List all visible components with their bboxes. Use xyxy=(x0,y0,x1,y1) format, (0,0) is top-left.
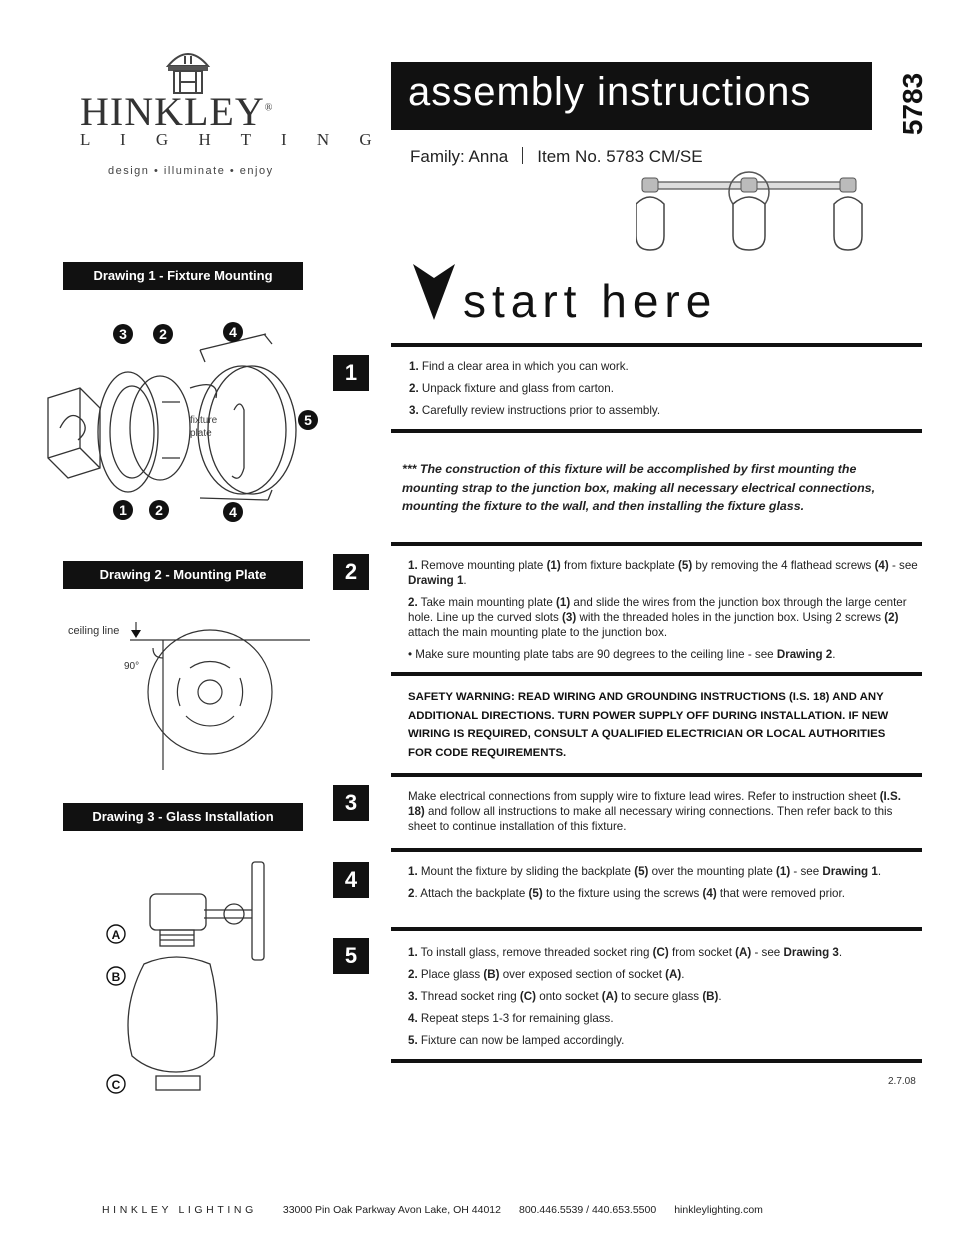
fixture-plate-label-2: plate xyxy=(190,428,212,439)
logo-tagline: design • illuminate • enjoy xyxy=(108,165,274,177)
logo-subtitle: L I G H T I N G xyxy=(80,130,385,149)
footer xyxy=(102,1204,763,1216)
step-5-text: 1. To install glass, remove threaded socket ring (C) from socket (A) - see Drawing 3. 2. Place glass (B) over exposed section of socket (A). 3. Thread socket ring (C) onto socket (A) to secure glass (B). 4. Repeat steps 1-3 for remaining glass. 5. Fixture can now be lamped accordingly. xyxy=(408,946,843,1047)
svg-text:5: 5 xyxy=(304,412,312,428)
revision-date: 2.7.08 xyxy=(888,1076,916,1087)
divider xyxy=(391,672,922,676)
safety-warning: SAFETY WARNING: READ WIRING AND GROUNDING INSTRUCTIONS (I.S. 18) AND ANY ADDITIONAL DIRECTIONS. TURN POWER SUPPLY OFF DURING INSTALLATION. IF NEW WIRING IS REQUIRED, CONSULT A QUALIFIED ELECTRICIAN OR LOCAL AUTHORITIES FOR CODE REQUIREMENTS. xyxy=(408,691,889,759)
svg-text:C: C xyxy=(111,1078,121,1092)
drawing-3-glass-installation xyxy=(104,860,274,1100)
step-3-number: 3 xyxy=(333,785,369,821)
drawing-2-label: Drawing 2 - Mounting Plate xyxy=(63,561,303,589)
footer-brand: HINKLEY LIGHTING xyxy=(102,1204,257,1216)
divider xyxy=(391,773,922,777)
step-1-number: 1 xyxy=(333,355,369,391)
svg-text:4: 4 xyxy=(229,324,237,340)
svg-text:3: 3 xyxy=(119,326,127,342)
step-2-number: 2 xyxy=(333,554,369,590)
step-4-number: 4 xyxy=(333,862,369,898)
start-arrow-icon xyxy=(411,262,457,322)
drawing-1-fixture-mounting xyxy=(40,318,330,528)
logo-wordmark: HINKLEY® xyxy=(80,89,274,134)
divider xyxy=(391,848,922,852)
step-4-text: 1. Mount the fixture by sliding the backplate (5) over the mounting plate (1) - see Drawing 1. 2. Attach the backplate (5) to the fixture using the screws (4) that were removed prior. xyxy=(408,865,882,900)
ceiling-line-label: ceiling line xyxy=(68,625,120,637)
svg-text:B: B xyxy=(111,970,121,984)
divider xyxy=(391,429,922,433)
drawing-2-mounting-plate xyxy=(60,618,310,778)
divider xyxy=(391,1059,922,1063)
svg-text:A: A xyxy=(111,928,121,942)
start-here-heading: start here xyxy=(463,275,718,327)
drawing-3-label: Drawing 3 - Glass Installation xyxy=(63,803,303,831)
footer-phone: 800.446.5539 / 440.653.5500 xyxy=(518,1204,657,1216)
construction-note: *** The construction of this fixture will be accomplished by first mounting the mounting strap to the junction box, making all necessary electrical connections, mounting the fixture to the wall, and then installing the fixture glass. xyxy=(402,462,876,513)
step-1-text: 1. Find a clear area in which you can work. 2. Unpack fixture and glass from carton. 3. Carefully review instructions prior to assembly. xyxy=(409,360,661,417)
footer-address: 33000 Pin Oak Parkway Avon Lake, OH 44012 xyxy=(282,1204,501,1216)
divider xyxy=(391,542,922,546)
item-number-vertical: 5783 xyxy=(897,72,929,136)
angle-label: 90° xyxy=(124,661,140,672)
divider xyxy=(391,927,922,931)
svg-text:2: 2 xyxy=(155,502,163,518)
step-3-text: Make electrical connections from supply wire to fixture lead wires. Refer to instruction sheet (I.S. 18) and follow all instructions to make all necessary wiring connections. Then refer back to this sheet to continue installation of this fixture. xyxy=(408,790,901,833)
svg-text:4: 4 xyxy=(229,504,237,520)
fixture-plate-label: fixture xyxy=(190,415,218,426)
fixture-product-image xyxy=(636,164,866,254)
svg-text:1: 1 xyxy=(119,502,127,518)
drawing-1-label: Drawing 1 - Fixture Mounting xyxy=(63,262,303,290)
svg-text:2: 2 xyxy=(159,326,167,342)
family-label: Family: Anna xyxy=(410,147,509,166)
divider xyxy=(391,343,922,347)
footer-website[interactable]: hinkleylighting.com xyxy=(674,1204,763,1216)
item-label: Item No. 5783 CM/SE xyxy=(537,147,703,166)
step-2-text: 1. Remove mounting plate (1) from fixture backplate (5) by removing the 4 flathead screws (4) - see Drawing 1. 2. Take main mounting plate (1) and slide the wires from the junction box through the large center hole. Line up the curved slots (3) with the threaded holes in the junction box. Using 2 screws (2) attach the main mounting plate to the junction box. • Make sure mounting plate tabs are 90 degrees to the ceiling line - see Drawing 2. xyxy=(408,559,918,661)
page-title: assembly instructions xyxy=(408,70,812,114)
step-5-number: 5 xyxy=(333,938,369,974)
